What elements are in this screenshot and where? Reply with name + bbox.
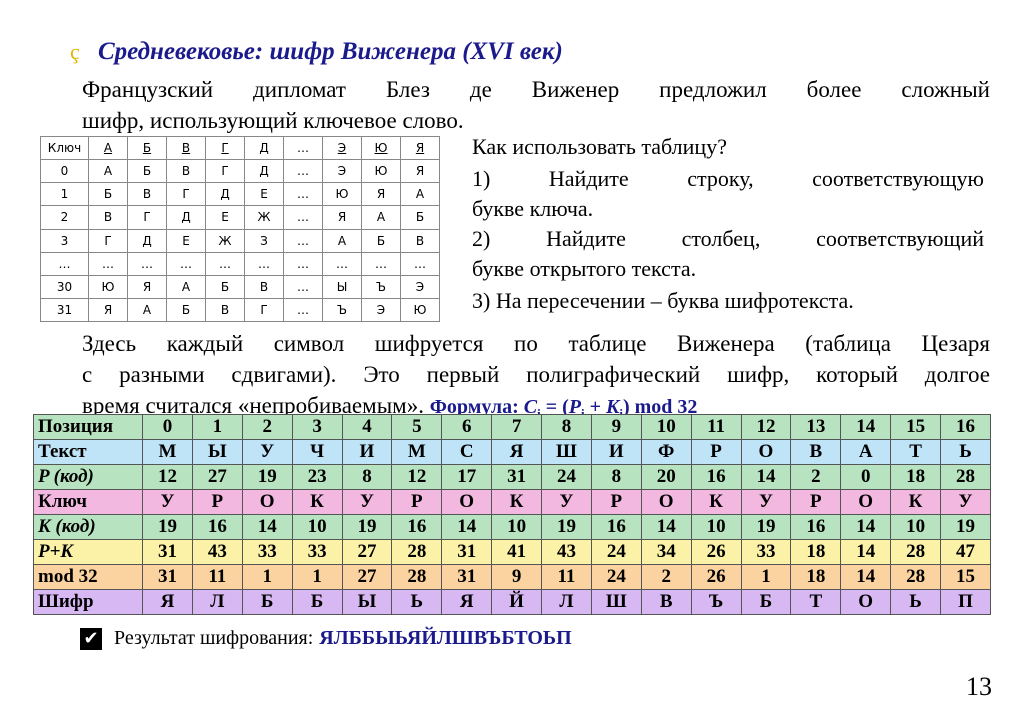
cipher-cell: 3 <box>292 415 342 440</box>
vigenere-cell: Г <box>245 298 284 321</box>
cipher-cell: Ш <box>591 590 641 615</box>
cipher-cell: 19 <box>941 515 991 540</box>
cipher-cell: О <box>841 590 891 615</box>
vigenere-cell: Д <box>167 206 206 229</box>
cipher-cell: О <box>741 440 791 465</box>
formula-k: K <box>606 396 620 418</box>
cipher-cell: 41 <box>492 540 542 565</box>
explain-line-2: с разными сдвигами). Это первый полиграфический шифр, который долгое <box>82 362 990 387</box>
cipher-cell: 28 <box>891 540 941 565</box>
cipher-cell: 14 <box>841 515 891 540</box>
cipher-cell: 10 <box>292 515 342 540</box>
cipher-cell: Р <box>791 490 841 515</box>
cipher-row-label: P (код) <box>34 465 143 490</box>
cipher-cell: В <box>641 590 691 615</box>
cipher-cell: 9 <box>492 565 542 590</box>
vigenere-cell: … <box>323 252 362 275</box>
cipher-row <box>34 565 991 590</box>
formula-sub-2: i <box>580 406 585 421</box>
cipher-cell: 27 <box>192 465 242 490</box>
cipher-cell: 28 <box>891 565 941 590</box>
vigenere-row <box>41 229 440 252</box>
cipher-cell: У <box>342 490 392 515</box>
vigenere-cell: Я <box>89 298 128 321</box>
vigenere-cell: … <box>284 206 323 229</box>
vigenere-cell: Г <box>128 206 167 229</box>
cipher-row <box>34 540 991 565</box>
cipher-cell: У <box>242 440 292 465</box>
vigenere-cell: … <box>284 137 323 160</box>
result-row <box>80 627 572 650</box>
intro-line-1: Французский дипломат Блез де Виженер предложил более сложный <box>82 77 990 102</box>
cipher-cell: О <box>841 490 891 515</box>
cipher-cell: 14 <box>841 565 891 590</box>
cipher-cell: 10 <box>691 515 741 540</box>
cipher-cell: 18 <box>891 465 941 490</box>
cipher-cell: Я <box>442 590 492 615</box>
cipher-cell: А <box>841 440 891 465</box>
cipher-cell: 43 <box>542 540 592 565</box>
cipher-cell: У <box>941 490 991 515</box>
cipher-row <box>34 590 991 615</box>
cipher-cell: 24 <box>591 540 641 565</box>
cipher-row <box>34 515 991 540</box>
cipher-cell: 12 <box>392 465 442 490</box>
vigenere-cell: Д <box>128 229 167 252</box>
cipher-cell: 24 <box>591 565 641 590</box>
cipher-cell: 34 <box>641 540 691 565</box>
cipher-cell: 1 <box>741 565 791 590</box>
cipher-cell: 33 <box>242 540 292 565</box>
cipher-row <box>34 440 991 465</box>
vigenere-key-cell: 2 <box>41 206 89 229</box>
cipher-cell: П <box>941 590 991 615</box>
vigenere-cell: Б <box>167 298 206 321</box>
result-label: Результат шифрования: <box>114 627 314 649</box>
cipher-cell: 0 <box>143 415 193 440</box>
cipher-cell: 12 <box>741 415 791 440</box>
vigenere-key-cell: 0 <box>41 160 89 183</box>
cipher-cell: 27 <box>342 540 392 565</box>
cipher-cell: Б <box>242 590 292 615</box>
vigenere-cell: … <box>284 183 323 206</box>
vigenere-table <box>40 136 440 322</box>
vigenere-cell: … <box>284 275 323 298</box>
cipher-cell: И <box>342 440 392 465</box>
cipher-cell: 31 <box>143 565 193 590</box>
cipher-row-label: Шифр <box>34 590 143 615</box>
cipher-cell: О <box>641 490 691 515</box>
vigenere-row <box>41 275 440 298</box>
vigenere-cell: … <box>401 252 440 275</box>
cipher-cell: 26 <box>691 540 741 565</box>
vigenere-cell: Е <box>206 206 245 229</box>
cipher-cell: 1 <box>292 565 342 590</box>
cipher-cell: М <box>392 440 442 465</box>
cipher-cell: 18 <box>791 565 841 590</box>
cipher-cell: Л <box>542 590 592 615</box>
vigenere-cell: Е <box>245 183 284 206</box>
vigenere-cell: Г <box>206 137 245 160</box>
cipher-cell: 14 <box>442 515 492 540</box>
vigenere-cell: Ю <box>323 183 362 206</box>
cipher-cell: Р <box>591 490 641 515</box>
cipher-cell: 43 <box>192 540 242 565</box>
vigenere-cell: Ж <box>245 206 284 229</box>
vigenere-cell: З <box>245 229 284 252</box>
cipher-cell: Р <box>691 440 741 465</box>
cipher-cell: У <box>741 490 791 515</box>
intro-paragraph <box>82 74 990 136</box>
cipher-cell: 12 <box>143 465 193 490</box>
cipher-cell: Й <box>492 590 542 615</box>
howto-step-1-line-2: букве ключа. <box>472 196 594 221</box>
cipher-cell: Ъ <box>691 590 741 615</box>
vigenere-cell: Д <box>245 137 284 160</box>
vigenere-cell: Э <box>362 298 401 321</box>
vigenere-cell: А <box>128 298 167 321</box>
vigenere-cell: Я <box>128 275 167 298</box>
cipher-row-label: Текст <box>34 440 143 465</box>
vigenere-cell: А <box>362 206 401 229</box>
result-value: ЯЛББЫЬЯЙЛШВЪБТОЬП <box>319 627 572 649</box>
vigenere-row <box>41 298 440 321</box>
formula-c: C <box>523 396 538 418</box>
vigenere-key-cell: 30 <box>41 275 89 298</box>
vigenere-cell: Ы <box>323 275 362 298</box>
cipher-cell: У <box>143 490 193 515</box>
cipher-cell: 11 <box>192 565 242 590</box>
vigenere-cell: В <box>245 275 284 298</box>
cipher-cell: 19 <box>143 515 193 540</box>
intro-line-2: шифр, использующий ключевое слово. <box>82 108 464 133</box>
vigenere-cell: Б <box>401 206 440 229</box>
formula-eq: = ( <box>540 396 569 418</box>
cipher-cell: 10 <box>891 515 941 540</box>
cipher-cell: 19 <box>242 465 292 490</box>
cipher-cell: 1 <box>192 415 242 440</box>
cipher-cell: Р <box>192 490 242 515</box>
vigenere-cell: В <box>167 160 206 183</box>
cipher-cell: И <box>591 440 641 465</box>
vigenere-cell: В <box>128 183 167 206</box>
cipher-cell: 16 <box>192 515 242 540</box>
cipher-cell: 9 <box>591 415 641 440</box>
explain-line-1: Здесь каждый символ шифруется по таблице Виженера (таблица Цезаря <box>82 331 990 356</box>
cipher-cell: 1 <box>242 565 292 590</box>
cipher-cell: Ы <box>342 590 392 615</box>
cipher-cell: 11 <box>542 565 592 590</box>
cipher-cell: К <box>691 490 741 515</box>
formula-p: P <box>568 396 581 418</box>
cipher-cell: 6 <box>442 415 492 440</box>
cipher-cell: 19 <box>741 515 791 540</box>
vigenere-cell: Б <box>362 229 401 252</box>
cipher-cell: 10 <box>492 515 542 540</box>
cipher-cell: 28 <box>392 565 442 590</box>
cipher-cell: 20 <box>641 465 691 490</box>
vigenere-cell: Я <box>401 160 440 183</box>
cipher-cell: 2 <box>641 565 691 590</box>
vigenere-cell: Б <box>128 137 167 160</box>
vigenere-cell: Ю <box>362 160 401 183</box>
cipher-cell: 8 <box>591 465 641 490</box>
cipher-cell: 17 <box>442 465 492 490</box>
cipher-cell: Я <box>492 440 542 465</box>
cipher-cell: 0 <box>841 465 891 490</box>
cipher-row-label: Позиция <box>34 415 143 440</box>
cipher-cell: 2 <box>791 465 841 490</box>
vigenere-cell: Г <box>206 160 245 183</box>
howto-title: Как использовать таблицу? <box>472 134 727 159</box>
cipher-cell: 16 <box>791 515 841 540</box>
vigenere-cell: … <box>284 252 323 275</box>
cipher-cell: О <box>242 490 292 515</box>
cipher-cell: Ш <box>542 440 592 465</box>
vigenere-cell: … <box>128 252 167 275</box>
cipher-cell: 19 <box>542 515 592 540</box>
cipher-cell: 15 <box>891 415 941 440</box>
cipher-cell: 14 <box>841 540 891 565</box>
vigenere-cell: Б <box>206 275 245 298</box>
cipher-cell: Р <box>392 490 442 515</box>
cipher-cell: 33 <box>741 540 791 565</box>
vigenere-cell: Э <box>323 137 362 160</box>
vigenere-cell: … <box>284 229 323 252</box>
cipher-cell: 47 <box>941 540 991 565</box>
vigenere-cell: Б <box>128 160 167 183</box>
vigenere-row <box>41 206 440 229</box>
vigenere-cell: А <box>323 229 362 252</box>
cipher-cell: Ч <box>292 440 342 465</box>
bullet-icon: ç <box>70 39 80 64</box>
cipher-cell: О <box>442 490 492 515</box>
cipher-cell: Ь <box>941 440 991 465</box>
vigenere-cell: … <box>362 252 401 275</box>
vigenere-cell: Д <box>245 160 284 183</box>
vigenere-key-cell: … <box>41 252 89 275</box>
vigenere-header-row <box>41 137 440 160</box>
cipher-cell: 4 <box>342 415 392 440</box>
howto-step-2 <box>472 224 984 284</box>
cipher-cell: 5 <box>392 415 442 440</box>
cipher-cell: Ы <box>192 440 242 465</box>
vigenere-cell: … <box>245 252 284 275</box>
cipher-cell: М <box>143 440 193 465</box>
cipher-cell: Б <box>741 590 791 615</box>
cipher-cell: 27 <box>342 565 392 590</box>
cipher-cell: 33 <box>292 540 342 565</box>
checkmark-icon: ✔ <box>80 628 102 650</box>
vigenere-row <box>41 160 440 183</box>
formula-end: ) mod 32 <box>622 396 698 418</box>
vigenere-cell: А <box>89 137 128 160</box>
vigenere-cell: Ю <box>362 137 401 160</box>
vigenere-cell: Е <box>167 229 206 252</box>
cipher-cell: 2 <box>242 415 292 440</box>
cipher-cell: Ь <box>392 590 442 615</box>
vigenere-cell: В <box>167 137 206 160</box>
cipher-cell: 23 <box>292 465 342 490</box>
vigenere-cell: Г <box>167 183 206 206</box>
vigenere-cell: Г <box>89 229 128 252</box>
cipher-cell: 11 <box>691 415 741 440</box>
cipher-cell: 31 <box>492 465 542 490</box>
cipher-cell: 8 <box>542 415 592 440</box>
cipher-cell: 8 <box>342 465 392 490</box>
cipher-cell: Л <box>192 590 242 615</box>
formula-sub-1: i <box>537 406 541 421</box>
cipher-cell: 15 <box>941 565 991 590</box>
vigenere-cell: … <box>206 252 245 275</box>
cipher-cell: 28 <box>941 465 991 490</box>
howto-step-1 <box>472 164 984 224</box>
cipher-cell: 14 <box>841 415 891 440</box>
cipher-cell: 14 <box>242 515 292 540</box>
page-number: 13 <box>966 672 992 701</box>
cipher-cell: 31 <box>442 565 492 590</box>
cipher-cell: 13 <box>791 415 841 440</box>
cipher-cell: К <box>891 490 941 515</box>
vigenere-cell: Ю <box>89 275 128 298</box>
cipher-cell: 31 <box>442 540 492 565</box>
cipher-cell: 7 <box>492 415 542 440</box>
cipher-row <box>34 465 991 490</box>
formula-plus: + <box>584 396 607 418</box>
vigenere-cell: Ю <box>401 298 440 321</box>
vigenere-row <box>41 252 440 275</box>
vigenere-cell: Э <box>401 275 440 298</box>
formula-label: Формула: <box>429 396 524 418</box>
cipher-cell: 16 <box>392 515 442 540</box>
cipher-cell: Ь <box>891 590 941 615</box>
formula-sub-3: i <box>619 406 623 421</box>
cipher-cell: У <box>542 490 592 515</box>
vigenere-key-cell: Ключ <box>41 137 89 160</box>
cipher-cell: 10 <box>641 415 691 440</box>
vigenere-cell: … <box>89 252 128 275</box>
vigenere-cell: Б <box>89 183 128 206</box>
cipher-cell: К <box>492 490 542 515</box>
cipher-cell: 31 <box>143 540 193 565</box>
cipher-cell: К <box>292 490 342 515</box>
cipher-cell: Т <box>891 440 941 465</box>
cipher-cell: Б <box>292 590 342 615</box>
howto-step-1-line-1: 1) Найдите строку, соответствующую <box>472 166 984 191</box>
vigenere-key-cell: 31 <box>41 298 89 321</box>
cipher-cell: 24 <box>542 465 592 490</box>
vigenere-cell: Ж <box>206 229 245 252</box>
explain-line-3: время считался «непробиваемым». <box>82 393 424 418</box>
vigenere-cell: А <box>167 275 206 298</box>
cipher-cell: 14 <box>641 515 691 540</box>
vigenere-cell: Ъ <box>323 298 362 321</box>
vigenere-cell: Д <box>206 183 245 206</box>
vigenere-key-cell: 3 <box>41 229 89 252</box>
slide-title: Средневековье: шифр Виженера (XVI век) <box>98 38 563 65</box>
cipher-row <box>34 415 991 440</box>
vigenere-cell: В <box>89 206 128 229</box>
vigenere-cell: … <box>167 252 206 275</box>
cipher-cell: В <box>791 440 841 465</box>
vigenere-cell: В <box>401 229 440 252</box>
cipher-cell: 16 <box>691 465 741 490</box>
cipher-cell: 26 <box>691 565 741 590</box>
cipher-cell: 16 <box>941 415 991 440</box>
vigenere-cell: Я <box>323 206 362 229</box>
cipher-cell: 19 <box>342 515 392 540</box>
vigenere-cell: Ъ <box>362 275 401 298</box>
vigenere-cell: … <box>284 160 323 183</box>
cipher-row-label: Ключ <box>34 490 143 515</box>
cipher-cell: 18 <box>791 540 841 565</box>
vigenere-cell: А <box>401 183 440 206</box>
cipher-cell: Т <box>791 590 841 615</box>
cipher-cell: Я <box>143 590 193 615</box>
cipher-cell: 16 <box>591 515 641 540</box>
cipher-row-label: K (код) <box>34 515 143 540</box>
vigenere-cell: … <box>284 298 323 321</box>
cipher-cell: С <box>442 440 492 465</box>
cipher-cell: 28 <box>392 540 442 565</box>
vigenere-cell: Э <box>323 160 362 183</box>
vigenere-cell: А <box>89 160 128 183</box>
cipher-row <box>34 490 991 515</box>
vigenere-cell: Я <box>362 183 401 206</box>
howto-step-2-line-2: букве открытого текста. <box>472 256 697 281</box>
cipher-row-label: P+K <box>34 540 143 565</box>
vigenere-row <box>41 183 440 206</box>
cipher-row-label: mod 32 <box>34 565 143 590</box>
howto-step-3: 3) На пересечении – буква шифротекста. <box>472 288 854 313</box>
cipher-cell: 14 <box>741 465 791 490</box>
howto-step-2-line-1: 2) Найдите столбец, соответствующий <box>472 226 984 251</box>
slide-heading <box>70 38 563 66</box>
cipher-table <box>33 414 991 615</box>
vigenere-cell: В <box>206 298 245 321</box>
vigenere-cell: Я <box>401 137 440 160</box>
vigenere-key-cell: 1 <box>41 183 89 206</box>
cipher-cell: Ф <box>641 440 691 465</box>
